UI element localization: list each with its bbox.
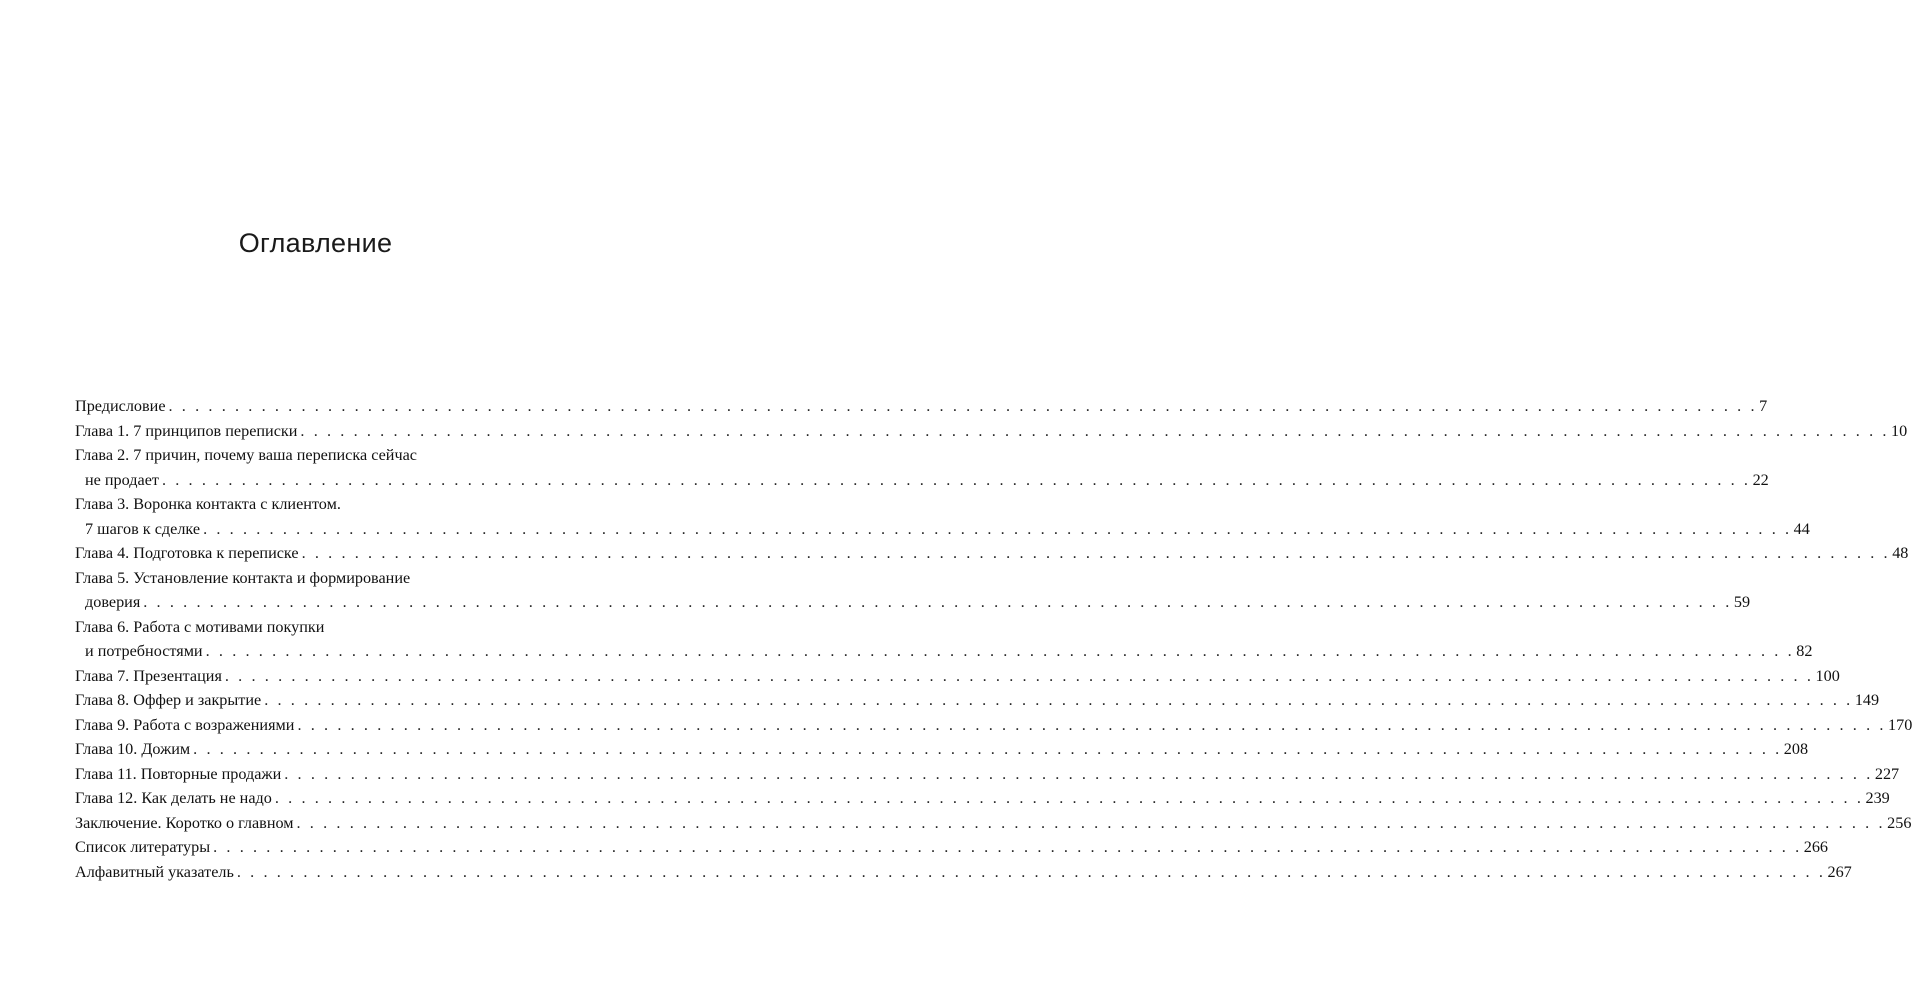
toc-entry-title: Глава 2. 7 причин, почему ваша переписка сейчас: [75, 446, 417, 464]
toc-entry-title: Заключение. Коротко о главном: [75, 813, 294, 832]
toc-entry-title: доверия: [85, 593, 141, 611]
toc-line: [75, 762, 1900, 787]
toc-leader-dots: . . . . . . . . . . . . . . . . . . . . . . . . . . . . . . . . . . . . . . . . . . . . . . . . . . . . . . . . . . . . . . . . . . . . . . . . . . . . . . . . . . . . . . . . . . . . . . . . . . . . . . . . . . . . . . . . . . . . . . . .: [297, 715, 1887, 734]
toc-entry: [75, 786, 1890, 811]
toc-entry-title: Глава 7. Презентация: [75, 666, 222, 685]
toc-line: [75, 517, 1810, 542]
toc-page-number: 227: [1874, 764, 1900, 783]
toc-entry-title: Глава 5. Установление контакта и формирование: [75, 568, 411, 587]
toc-entry-title: Список литературы: [75, 838, 211, 856]
toc-page-number: 7: [1759, 397, 1768, 415]
toc-page-number: 170: [1888, 715, 1912, 734]
toc-entry: [75, 566, 1751, 615]
toc-entry-title: Глава 1. 7 принципов переписки: [75, 421, 298, 440]
toc-leader-dots: . . . . . . . . . . . . . . . . . . . . . . . . . . . . . . . . . . . . . . . . . . . . . . . . . . . . . . . . . . . . . . . . . . . . . . . . . . . . . . . . . . . . . . . . . . . . . . . . . . . . . . . . . . . . . . . . . . . . . . . .: [161, 470, 1751, 489]
toc-entry: [75, 860, 1852, 885]
toc-leader-dots: . . . . . . . . . . . . . . . . . . . . . . . . . . . . . . . . . . . . . . . . . . . . . . . . . . . . . . . . . . . . . . . . . . . . . . . . . . . . . . . . . . . . . . . . . . . . . . . . . . . . . . . . . . . . . . . . . . . . . . . .: [193, 740, 1782, 758]
toc-leader-dots: . . . . . . . . . . . . . . . . . . . . . . . . . . . . . . . . . . . . . . . . . . . . . . . . . . . . . . . . . . . . . . . . . . . . . . . . . . . . . . . . . . . . . . . . . . . . . . . . . . . . . . . . . . . . . . . . . . . . . . . .: [224, 666, 1814, 685]
toc-page-number: 48: [1892, 544, 1909, 562]
toc-entry: [75, 835, 1828, 860]
toc-entry-title: Глава 12. Как делать не надо: [75, 789, 272, 807]
toc-entry: [75, 419, 1908, 444]
toc-entry: [75, 492, 1810, 541]
toc-entry-title: 7 шагов к сделке: [85, 519, 201, 538]
toc-page-number: 44: [1793, 519, 1810, 538]
toc-page-number: 10: [1891, 421, 1908, 440]
toc-entry: [75, 811, 1912, 836]
toc-line: [75, 615, 515, 640]
page-title: Оглавление: [238, 228, 393, 258]
toc-leader-dots: . . . . . . . . . . . . . . . . . . . . . . . . . . . . . . . . . . . . . . . . . . . . . . . . . . . . . . . . . . . . . . . . . . . . . . . . . . . . . . . . . . . . . . . . . . . . . . . . . . . . . . . . . . . . . . . . . . . . . . . .: [168, 397, 1758, 415]
toc-leader-dots: . . . . . . . . . . . . . . . . . . . . . . . . . . . . . . . . . . . . . . . . . . . . . . . . . . . . . . . . . . . . . . . . . . . . . . . . . . . . . . . . . . . . . . . . . . . . . . . . . . . . . . . . . . . . . . . . . . . . . . . .: [205, 642, 1795, 660]
toc-entry-title: Алфавитный указатель: [75, 862, 234, 881]
toc-entry-title: Глава 9. Работа с возражениями: [75, 715, 295, 734]
toc-line: [75, 713, 1912, 738]
toc-leader-dots: . . . . . . . . . . . . . . . . . . . . . . . . . . . . . . . . . . . . . . . . . . . . . . . . . . . . . . . . . . . . . . . . . . . . . . . . . . . . . . . . . . . . . . . . . . . . . . . . . . . . . . . . . . . . . . . . . . . . . . . .: [296, 813, 1886, 832]
toc-page-number: 149: [1854, 691, 1880, 709]
toc-line: [75, 860, 1852, 885]
toc-line: [75, 443, 515, 468]
toc-line: [75, 492, 515, 517]
toc-leader-dots: . . . . . . . . . . . . . . . . . . . . . . . . . . . . . . . . . . . . . . . . . . . . . . . . . . . . . . . . . . . . . . . . . . . . . . . . . . . . . . . . . . . . . . . . . . . . . . . . . . . . . . . . . . . . . . . . . . . . . . . .: [274, 789, 1864, 807]
toc-line: [75, 590, 1751, 615]
toc-page-number: 59: [1733, 593, 1751, 611]
toc-line: [75, 688, 1880, 713]
toc-entry-title: Глава 3. Воронка контакта с клиентом.: [75, 495, 341, 513]
toc-leader-dots: . . . . . . . . . . . . . . . . . . . . . . . . . . . . . . . . . . . . . . . . . . . . . . . . . . . . . . . . . . . . . . . . . . . . . . . . . . . . . . . . . . . . . . . . . . . . . . . . . . . . . . . . . . . . . . . . . . . . . . . .: [301, 544, 1891, 562]
toc-line: [75, 664, 1840, 689]
toc-entry-title: не продает: [85, 470, 159, 489]
toc-leader-dots: . . . . . . . . . . . . . . . . . . . . . . . . . . . . . . . . . . . . . . . . . . . . . . . . . . . . . . . . . . . . . . . . . . . . . . . . . . . . . . . . . . . . . . . . . . . . . . . . . . . . . . . . . . . . . . . . . . . . . . . .: [213, 838, 1802, 856]
toc-line: [75, 541, 1909, 566]
toc-line: [75, 811, 1912, 836]
toc-leader-dots: . . . . . . . . . . . . . . . . . . . . . . . . . . . . . . . . . . . . . . . . . . . . . . . . . . . . . . . . . . . . . . . . . . . . . . . . . . . . . . . . . . . . . . . . . . . . . . . . . . . . . . . . . . . . . . . . . . . . . . . .: [284, 764, 1873, 783]
toc-line: [75, 468, 1769, 493]
toc-line: [75, 566, 515, 591]
toc-entry-title: Глава 8. Оффер и закрытие: [75, 691, 262, 709]
toc-entry: [75, 737, 1809, 762]
toc-leader-dots: . . . . . . . . . . . . . . . . . . . . . . . . . . . . . . . . . . . . . . . . . . . . . . . . . . . . . . . . . . . . . . . . . . . . . . . . . . . . . . . . . . . . . . . . . . . . . . . . . . . . . . . . . . . . . . . . . . . . . . . .: [203, 519, 1792, 538]
toc-page-number: 208: [1783, 740, 1809, 758]
toc-entry-title: Предисловие: [75, 397, 166, 415]
toc-leader-dots: . . . . . . . . . . . . . . . . . . . . . . . . . . . . . . . . . . . . . . . . . . . . . . . . . . . . . . . . . . . . . . . . . . . . . . . . . . . . . . . . . . . . . . . . . . . . . . . . . . . . . . . . . . . . . . . . . . . . . . . .: [300, 421, 1890, 440]
toc-entry-title: Глава 10. Дожим: [75, 740, 191, 758]
toc-page-number: 239: [1865, 789, 1890, 807]
toc-entry-title: и потребностями: [85, 642, 203, 660]
toc-page-number: 100: [1815, 666, 1840, 685]
toc-entry: [75, 713, 1912, 738]
toc-entry: [75, 443, 1769, 492]
toc-page-number: 267: [1827, 862, 1852, 881]
toc-page-number: 22: [1752, 470, 1769, 489]
toc-page-number: 266: [1803, 838, 1828, 856]
toc-leader-dots: . . . . . . . . . . . . . . . . . . . . . . . . . . . . . . . . . . . . . . . . . . . . . . . . . . . . . . . . . . . . . . . . . . . . . . . . . . . . . . . . . . . . . . . . . . . . . . . . . . . . . . . . . . . . . . . . . . . . . . . .: [143, 593, 1732, 611]
toc-line: [75, 419, 1908, 444]
toc-line: [75, 786, 1890, 811]
toc-entry: [75, 762, 1900, 787]
toc-entry: [75, 688, 1880, 713]
toc-page-number: 82: [1796, 642, 1813, 660]
toc-entry: [75, 394, 1768, 419]
toc-leader-dots: . . . . . . . . . . . . . . . . . . . . . . . . . . . . . . . . . . . . . . . . . . . . . . . . . . . . . . . . . . . . . . . . . . . . . . . . . . . . . . . . . . . . . . . . . . . . . . . . . . . . . . . . . . . . . . . . . . . . . . . .: [236, 862, 1826, 881]
toc-entry: [75, 541, 1909, 566]
toc-entry-title: Глава 11. Повторные продажи: [75, 764, 282, 783]
toc-entry: [75, 664, 1840, 689]
toc-line: [75, 394, 1768, 419]
toc-entry-title: Глава 4. Подготовка к переписке: [75, 544, 299, 562]
toc-line: [75, 639, 1813, 664]
toc-page-number: 256: [1887, 813, 1912, 832]
toc-line: [75, 835, 1828, 860]
toc-entry: [75, 615, 1813, 664]
toc-leader-dots: . . . . . . . . . . . . . . . . . . . . . . . . . . . . . . . . . . . . . . . . . . . . . . . . . . . . . . . . . . . . . . . . . . . . . . . . . . . . . . . . . . . . . . . . . . . . . . . . . . . . . . . . . . . . . . . . . . . . . . . .: [264, 691, 1853, 709]
table-of-contents: [75, 394, 1912, 884]
toc-entry-title: Глава 6. Работа с мотивами покупки: [75, 617, 325, 636]
toc-line: [75, 737, 1809, 762]
